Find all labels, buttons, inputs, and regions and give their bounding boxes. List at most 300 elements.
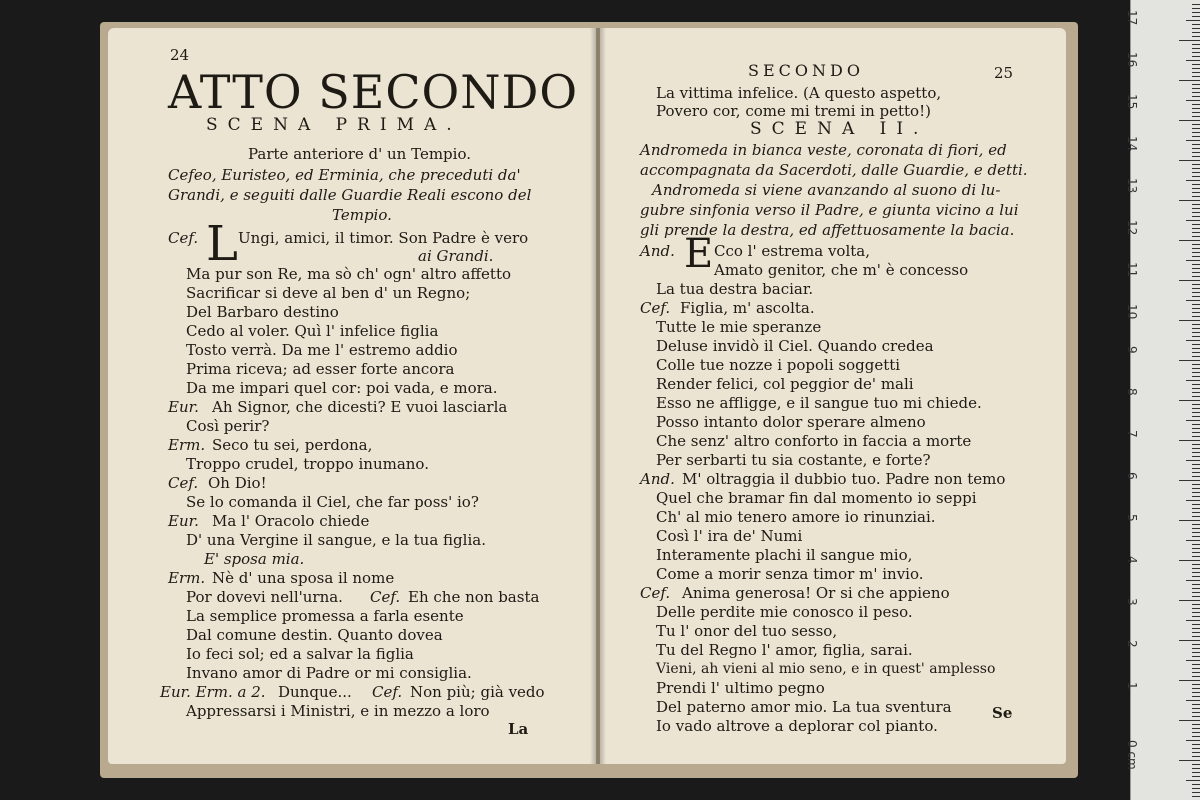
ruler-tick bbox=[1192, 472, 1200, 473]
ruler-tick bbox=[1192, 424, 1200, 425]
ruler-tick bbox=[1186, 460, 1200, 461]
drop-cap: E bbox=[684, 231, 714, 277]
ruler-tick bbox=[1192, 544, 1200, 545]
ruler-tick bbox=[1192, 512, 1200, 513]
ruler-label: 8 bbox=[1125, 388, 1139, 396]
ruler-tick bbox=[1179, 600, 1200, 601]
ruler-tick bbox=[1192, 72, 1200, 73]
ruler-tick bbox=[1192, 148, 1200, 149]
ruler-label: 16 bbox=[1125, 52, 1139, 68]
verse-line: Colle tue nozze i popoli soggetti bbox=[656, 356, 901, 374]
verse-line: Posso intanto dolor sperare almeno bbox=[656, 413, 926, 431]
ruler-tick bbox=[1192, 88, 1200, 89]
verse-line: Eh che non basta bbox=[408, 588, 540, 606]
ruler-tick bbox=[1192, 588, 1200, 589]
ruler-tick bbox=[1192, 252, 1200, 253]
ruler-tick bbox=[1186, 500, 1200, 501]
ruler-tick bbox=[1192, 712, 1200, 713]
ruler-tick bbox=[1192, 124, 1200, 125]
ruler-tick bbox=[1192, 772, 1200, 773]
verse-line: E' sposa mia. bbox=[204, 550, 305, 568]
ruler-tick bbox=[1179, 320, 1200, 321]
verse-line: Figlia, m' ascolta. bbox=[680, 299, 815, 317]
scene-heading-right: SCENA II. bbox=[750, 119, 929, 139]
ruler-tick bbox=[1192, 348, 1200, 349]
ruler-tick bbox=[1186, 340, 1200, 341]
ruler-tick bbox=[1192, 724, 1200, 725]
verse-line: Se lo comanda il Ciel, che far poss' io? bbox=[186, 493, 479, 511]
speaker-label: Cef. bbox=[640, 299, 671, 317]
ruler-tick bbox=[1192, 648, 1200, 649]
ruler-tick bbox=[1192, 284, 1200, 285]
ruler-tick bbox=[1192, 316, 1200, 317]
ruler-tick bbox=[1192, 236, 1200, 237]
act-title: ATTO SECONDO bbox=[168, 65, 579, 119]
speaker-label: Erm. bbox=[168, 569, 206, 587]
speaker-label: And. bbox=[640, 242, 675, 260]
ruler-tick bbox=[1192, 4, 1200, 5]
verse-line: Ma pur son Re, ma sò ch' ogn' altro affetto bbox=[186, 265, 512, 283]
ruler-tick bbox=[1192, 628, 1200, 629]
ruler-tick bbox=[1192, 636, 1200, 637]
verse-line: Render felici, col peggior de' mali bbox=[656, 375, 914, 393]
ruler-tick bbox=[1192, 328, 1200, 329]
ruler-tick bbox=[1186, 540, 1200, 541]
ruler-tick bbox=[1179, 520, 1200, 521]
ruler-tick bbox=[1192, 244, 1200, 245]
ruler-tick bbox=[1192, 288, 1200, 289]
ruler-tick bbox=[1192, 384, 1200, 385]
ruler-tick bbox=[1192, 8, 1200, 9]
stage-direction-line: Andromeda in bianca veste, coronata di fiori, ed bbox=[640, 141, 1007, 159]
ruler-tick bbox=[1192, 592, 1200, 593]
ruler-tick bbox=[1192, 788, 1200, 789]
catchword-right: Se bbox=[992, 704, 1013, 722]
speaker-label: Erm. bbox=[168, 436, 206, 454]
ruler-tick bbox=[1192, 412, 1200, 413]
left-page bbox=[108, 28, 596, 764]
ruler-tick bbox=[1192, 484, 1200, 485]
ruler-tick bbox=[1192, 312, 1200, 313]
ruler-tick bbox=[1186, 180, 1200, 181]
ruler-tick bbox=[1192, 172, 1200, 173]
ruler-tick bbox=[1192, 672, 1200, 673]
ruler-tick bbox=[1192, 364, 1200, 365]
ruler-tick bbox=[1192, 524, 1200, 525]
ruler-tick bbox=[1192, 576, 1200, 577]
speaker-label: Eur. Erm. a 2. bbox=[160, 683, 266, 701]
verse-line: Deluse invidò il Ciel. Quando credea bbox=[656, 337, 934, 355]
ruler-tick bbox=[1179, 120, 1200, 121]
ruler-label: 14 bbox=[1125, 136, 1139, 152]
ruler-tick bbox=[1192, 464, 1200, 465]
ruler-tick bbox=[1186, 700, 1200, 701]
ruler-tick bbox=[1186, 60, 1200, 61]
ruler-tick bbox=[1192, 36, 1200, 37]
speaker-label: Cef. bbox=[640, 584, 671, 602]
ruler-tick bbox=[1179, 680, 1200, 681]
stage-direction-line: gubre sinfonia verso il Padre, e giunta vicino a lui bbox=[640, 201, 1019, 219]
ruler-tick bbox=[1179, 760, 1200, 761]
ruler-tick bbox=[1192, 324, 1200, 325]
ruler-tick bbox=[1192, 768, 1200, 769]
ruler-tick bbox=[1192, 188, 1200, 189]
ruler-tick bbox=[1192, 332, 1200, 333]
ruler-label: 3 bbox=[1125, 598, 1139, 606]
ruler-tick bbox=[1192, 744, 1200, 745]
verse-line: Così perir? bbox=[186, 417, 270, 435]
verse-line: Appressarsi i Ministri, e in mezzo a loro bbox=[186, 702, 490, 720]
verse-line: Sacrificar si deve al ben d' un Regno; bbox=[186, 284, 471, 302]
ruler-tick bbox=[1192, 752, 1200, 753]
ruler-tick bbox=[1192, 692, 1200, 693]
page-number-left: 24 bbox=[170, 46, 190, 64]
verse-line: Ma l' Oracolo chiede bbox=[212, 512, 370, 530]
ruler-tick bbox=[1192, 96, 1200, 97]
ruler-tick bbox=[1192, 132, 1200, 133]
ruler-tick bbox=[1186, 380, 1200, 381]
catchword-left: La bbox=[508, 720, 529, 738]
ruler-tick bbox=[1192, 44, 1200, 45]
ruler-tick bbox=[1179, 640, 1200, 641]
ruler-tick bbox=[1192, 532, 1200, 533]
setting-line: Parte anteriore d' un Tempio. bbox=[248, 145, 471, 163]
ruler-tick bbox=[1192, 264, 1200, 265]
ruler-tick bbox=[1192, 336, 1200, 337]
ruler-label: 0 cm bbox=[1125, 740, 1139, 770]
ruler-tick bbox=[1192, 508, 1200, 509]
ruler-tick bbox=[1192, 24, 1200, 25]
ruler-tick bbox=[1192, 732, 1200, 733]
ruler-tick bbox=[1192, 596, 1200, 597]
ruler-tick bbox=[1192, 612, 1200, 613]
stage-direction-line: Tempio. bbox=[332, 206, 392, 224]
ruler-tick bbox=[1192, 408, 1200, 409]
verse-line: Che senz' altro conforto in faccia a morte bbox=[656, 432, 972, 450]
verse-line: Prendi l' ultimo pegno bbox=[656, 679, 825, 697]
verse-line: Seco tu sei, perdona, bbox=[212, 436, 373, 454]
ruler-label: 10 bbox=[1125, 304, 1139, 320]
ruler-tick bbox=[1192, 492, 1200, 493]
ruler-tick bbox=[1192, 116, 1200, 117]
verse-line: Io feci sol; ed a salvar la figlia bbox=[186, 645, 414, 663]
ruler-tick bbox=[1192, 356, 1200, 357]
verse-line: Tosto verrà. Da me l' estremo addio bbox=[186, 341, 458, 359]
ruler-label: 5 bbox=[1125, 514, 1139, 522]
verse-line: M' oltraggia il dubbio tuo. Padre non temo bbox=[682, 470, 1006, 488]
ruler-tick bbox=[1192, 104, 1200, 105]
ruler-tick bbox=[1192, 456, 1200, 457]
verse-line: Amato genitor, che m' è concesso bbox=[714, 261, 969, 279]
ruler-tick bbox=[1192, 748, 1200, 749]
ruler-tick bbox=[1192, 536, 1200, 537]
verse-line: Così l' ira de' Numi bbox=[656, 527, 803, 545]
ruler-tick bbox=[1192, 496, 1200, 497]
ruler-label: 12 bbox=[1125, 220, 1139, 236]
ruler-tick bbox=[1186, 300, 1200, 301]
ruler-tick bbox=[1192, 504, 1200, 505]
ruler-tick bbox=[1192, 56, 1200, 57]
ruler-tick bbox=[1192, 644, 1200, 645]
ruler-label: 17 bbox=[1125, 10, 1139, 26]
ruler-tick bbox=[1192, 212, 1200, 213]
speaker-label: Eur. bbox=[168, 512, 199, 530]
ruler-tick bbox=[1192, 764, 1200, 765]
ruler-tick bbox=[1192, 392, 1200, 393]
running-head: SECONDO bbox=[748, 61, 864, 80]
ruler-tick bbox=[1192, 12, 1200, 13]
verse-line: Del Barbaro destino bbox=[186, 303, 339, 321]
ruler-tick bbox=[1192, 308, 1200, 309]
ruler-tick bbox=[1192, 296, 1200, 297]
verse-line: Por dovevi nell'urna. bbox=[186, 588, 343, 606]
ruler-tick bbox=[1192, 184, 1200, 185]
ruler-tick bbox=[1192, 248, 1200, 249]
ruler-tick bbox=[1192, 664, 1200, 665]
ruler-label: 9 bbox=[1125, 346, 1139, 354]
ruler-tick bbox=[1186, 740, 1200, 741]
ruler-label: 6 bbox=[1125, 472, 1139, 480]
ruler-tick bbox=[1192, 52, 1200, 53]
ruler-label: 7 bbox=[1125, 430, 1139, 438]
ruler-tick bbox=[1192, 436, 1200, 437]
verse-line: Povero cor, come mi tremi in petto!) bbox=[656, 102, 931, 120]
verse-line: Interamente plachi il sangue mio, bbox=[656, 546, 913, 564]
verse-line: Cedo al voler. Quì l' infelice figlia bbox=[186, 322, 439, 340]
verse-line: Come a morir senza timor m' invio. bbox=[656, 565, 924, 583]
measuring-ruler bbox=[1125, 0, 1200, 800]
ruler-tick bbox=[1192, 192, 1200, 193]
ruler-tick bbox=[1192, 352, 1200, 353]
verse-line: La semplice promessa a farla esente bbox=[186, 607, 464, 625]
ruler-tick bbox=[1192, 416, 1200, 417]
ruler-tick bbox=[1192, 76, 1200, 77]
ruler-tick bbox=[1192, 548, 1200, 549]
ruler-tick bbox=[1192, 632, 1200, 633]
ruler-tick bbox=[1192, 516, 1200, 517]
ruler-tick bbox=[1179, 400, 1200, 401]
ruler-tick bbox=[1192, 656, 1200, 657]
verse-line: Non più; già vedo bbox=[410, 683, 545, 701]
stage-direction-line: Grandi, e seguiti dalle Guardie Reali escono del bbox=[168, 186, 532, 204]
verse-line: Dal comune destin. Quanto dovea bbox=[186, 626, 443, 644]
ruler-tick bbox=[1192, 428, 1200, 429]
verse-line: Oh Dio! bbox=[208, 474, 267, 492]
verse-line: Io vado altrove a deplorar col pianto. bbox=[656, 717, 938, 735]
verse-line: La vittima infelice. (A questo aspetto, bbox=[656, 84, 942, 102]
ruler-tick bbox=[1179, 360, 1200, 361]
ruler-tick bbox=[1179, 280, 1200, 281]
verse-line: ai Grandi. bbox=[418, 247, 494, 265]
ruler-tick bbox=[1192, 128, 1200, 129]
ruler-tick bbox=[1179, 480, 1200, 481]
ruler-tick bbox=[1192, 168, 1200, 169]
ruler-tick bbox=[1192, 556, 1200, 557]
verse-line: La tua destra baciar. bbox=[656, 280, 814, 298]
verse-line: Ch' al mio tenero amore io rinunziai. bbox=[656, 508, 936, 526]
right-page bbox=[600, 28, 1066, 764]
verse-line: D' una Vergine il sangue, e la tua figlia. bbox=[186, 531, 486, 549]
speaker-label: Cef. bbox=[168, 474, 199, 492]
ruler-tick bbox=[1186, 260, 1200, 261]
ruler-tick bbox=[1179, 40, 1200, 41]
ruler-tick bbox=[1192, 272, 1200, 273]
ruler-tick bbox=[1192, 736, 1200, 737]
ruler-tick bbox=[1192, 584, 1200, 585]
ruler-tick bbox=[1192, 304, 1200, 305]
ruler-tick bbox=[1192, 608, 1200, 609]
ruler-tick bbox=[1192, 112, 1200, 113]
ruler-tick bbox=[1179, 440, 1200, 441]
ruler-tick bbox=[1192, 108, 1200, 109]
stage-direction-line: Cefeo, Euristeo, ed Erminia, che preceduti da' bbox=[168, 166, 521, 184]
ruler-tick bbox=[1192, 368, 1200, 369]
ruler-tick bbox=[1192, 376, 1200, 377]
ruler-label: 1 bbox=[1125, 682, 1139, 690]
page-number-right: 25 bbox=[994, 64, 1014, 82]
ruler-tick bbox=[1192, 668, 1200, 669]
ruler-tick bbox=[1179, 720, 1200, 721]
ruler-tick bbox=[1192, 552, 1200, 553]
ruler-tick bbox=[1192, 488, 1200, 489]
verse-line: Quel che bramar fin dal momento io seppi bbox=[656, 489, 977, 507]
ruler-tick bbox=[1192, 292, 1200, 293]
ruler-tick bbox=[1192, 64, 1200, 65]
ruler-tick bbox=[1192, 704, 1200, 705]
ruler-tick bbox=[1186, 420, 1200, 421]
ruler-tick bbox=[1192, 152, 1200, 153]
book-gutter bbox=[590, 28, 606, 764]
ruler-tick bbox=[1192, 564, 1200, 565]
ruler-tick bbox=[1179, 240, 1200, 241]
ruler-tick bbox=[1192, 728, 1200, 729]
ruler-tick bbox=[1192, 616, 1200, 617]
ruler-tick bbox=[1192, 164, 1200, 165]
verse-line: Del paterno amor mio. La tua sventura bbox=[656, 698, 952, 716]
verse-line: Invano amor di Padre or mi consiglia. bbox=[186, 664, 472, 682]
verse-line: Delle perdite mie conosco il peso. bbox=[656, 603, 913, 621]
ruler-tick bbox=[1192, 216, 1200, 217]
ruler-tick bbox=[1192, 796, 1200, 797]
ruler-label: 2 bbox=[1125, 640, 1139, 648]
ruler-tick bbox=[1192, 32, 1200, 33]
ruler-tick bbox=[1192, 696, 1200, 697]
ruler-tick bbox=[1192, 444, 1200, 445]
ruler-tick bbox=[1192, 448, 1200, 449]
drop-cap: L bbox=[206, 216, 238, 272]
ruler-label: 4 bbox=[1125, 556, 1139, 564]
ruler-tick bbox=[1186, 100, 1200, 101]
verse-line: Vieni, ah vieni al mio seno, e in quest' amplesso bbox=[656, 661, 996, 677]
ruler-tick bbox=[1192, 756, 1200, 757]
speaker-label: Eur. bbox=[168, 398, 199, 416]
ruler-tick bbox=[1192, 652, 1200, 653]
stage-direction-line: Andromeda si viene avanzando al suono di lu- bbox=[652, 181, 1001, 199]
speaker-label: Cef. bbox=[168, 229, 199, 247]
verse-line: Da me impari quel cor: poi vada, e mora. bbox=[186, 379, 498, 397]
ruler-tick bbox=[1192, 92, 1200, 93]
ruler-tick bbox=[1192, 196, 1200, 197]
ruler-tick bbox=[1186, 780, 1200, 781]
ruler-tick bbox=[1192, 784, 1200, 785]
scene-heading-left: SCENA PRIMA. bbox=[206, 115, 462, 135]
ruler-tick bbox=[1192, 716, 1200, 717]
ruler-tick bbox=[1186, 580, 1200, 581]
ruler-tick bbox=[1192, 232, 1200, 233]
verse-line: Esso ne affligge, e il sangue tuo mi chiede. bbox=[656, 394, 982, 412]
ruler-tick bbox=[1192, 144, 1200, 145]
ruler-tick bbox=[1179, 200, 1200, 201]
ruler-tick bbox=[1192, 156, 1200, 157]
ruler-tick bbox=[1192, 676, 1200, 677]
verse-line: Tu l' onor del tuo sesso, bbox=[656, 622, 838, 640]
speaker-label: Cef. bbox=[370, 588, 401, 606]
verse-line: Tu del Regno l' amor, figlia, sarai. bbox=[656, 641, 913, 659]
ruler-tick bbox=[1192, 224, 1200, 225]
ruler-tick bbox=[1192, 688, 1200, 689]
ruler-tick bbox=[1192, 708, 1200, 709]
ruler-tick bbox=[1192, 268, 1200, 269]
ruler-tick bbox=[1179, 80, 1200, 81]
ruler-tick bbox=[1179, 160, 1200, 161]
ruler-tick bbox=[1179, 560, 1200, 561]
ruler-tick bbox=[1186, 20, 1200, 21]
ruler-tick bbox=[1192, 204, 1200, 205]
ruler-tick bbox=[1192, 776, 1200, 777]
ruler-tick bbox=[1192, 256, 1200, 257]
ruler-tick bbox=[1192, 16, 1200, 17]
verse-line: Tutte le mie speranze bbox=[656, 318, 822, 336]
ruler-tick bbox=[1192, 388, 1200, 389]
verse-line: Prima riceva; ad esser forte ancora bbox=[186, 360, 455, 378]
ruler-label: 11 bbox=[1125, 262, 1139, 278]
verse-line: Dunque... bbox=[278, 683, 352, 701]
ruler-tick bbox=[1186, 660, 1200, 661]
ruler-tick bbox=[1192, 208, 1200, 209]
ruler-tick bbox=[1186, 620, 1200, 621]
ruler-tick bbox=[1186, 220, 1200, 221]
verse-line: Anima generosa! Or si che appieno bbox=[682, 584, 950, 602]
ruler-tick bbox=[1192, 136, 1200, 137]
stage-direction-line: accompagnata da Sacerdoti, dalle Guardie, e detti. bbox=[640, 161, 1028, 179]
ruler-tick bbox=[1192, 572, 1200, 573]
ruler-tick bbox=[1192, 468, 1200, 469]
ruler-tick bbox=[1192, 432, 1200, 433]
ruler-tick bbox=[1192, 528, 1200, 529]
ruler-tick bbox=[1192, 568, 1200, 569]
verse-line: Cco l' estrema volta, bbox=[714, 242, 870, 260]
ruler-tick bbox=[1192, 228, 1200, 229]
verse-line: Troppo crudel, troppo inumano. bbox=[186, 455, 429, 473]
ruler-tick bbox=[1186, 140, 1200, 141]
ruler-tick bbox=[1192, 372, 1200, 373]
ruler-label: 13 bbox=[1125, 178, 1139, 194]
speaker-label: Cef. bbox=[372, 683, 403, 701]
ruler-tick bbox=[1192, 452, 1200, 453]
ruler-tick bbox=[1192, 624, 1200, 625]
ruler-tick bbox=[1192, 276, 1200, 277]
ruler-tick bbox=[1192, 28, 1200, 29]
verse-line: Ah Signor, che dicesti? E vuoi lasciarla bbox=[212, 398, 508, 416]
ruler-tick bbox=[1192, 404, 1200, 405]
ruler-tick bbox=[1192, 344, 1200, 345]
ruler-tick bbox=[1192, 684, 1200, 685]
ruler-tick bbox=[1192, 604, 1200, 605]
ruler-tick bbox=[1192, 792, 1200, 793]
verse-line: Ungi, amici, il timor. Son Padre è vero bbox=[238, 229, 529, 247]
ruler-tick bbox=[1192, 68, 1200, 69]
ruler-tick bbox=[1192, 476, 1200, 477]
